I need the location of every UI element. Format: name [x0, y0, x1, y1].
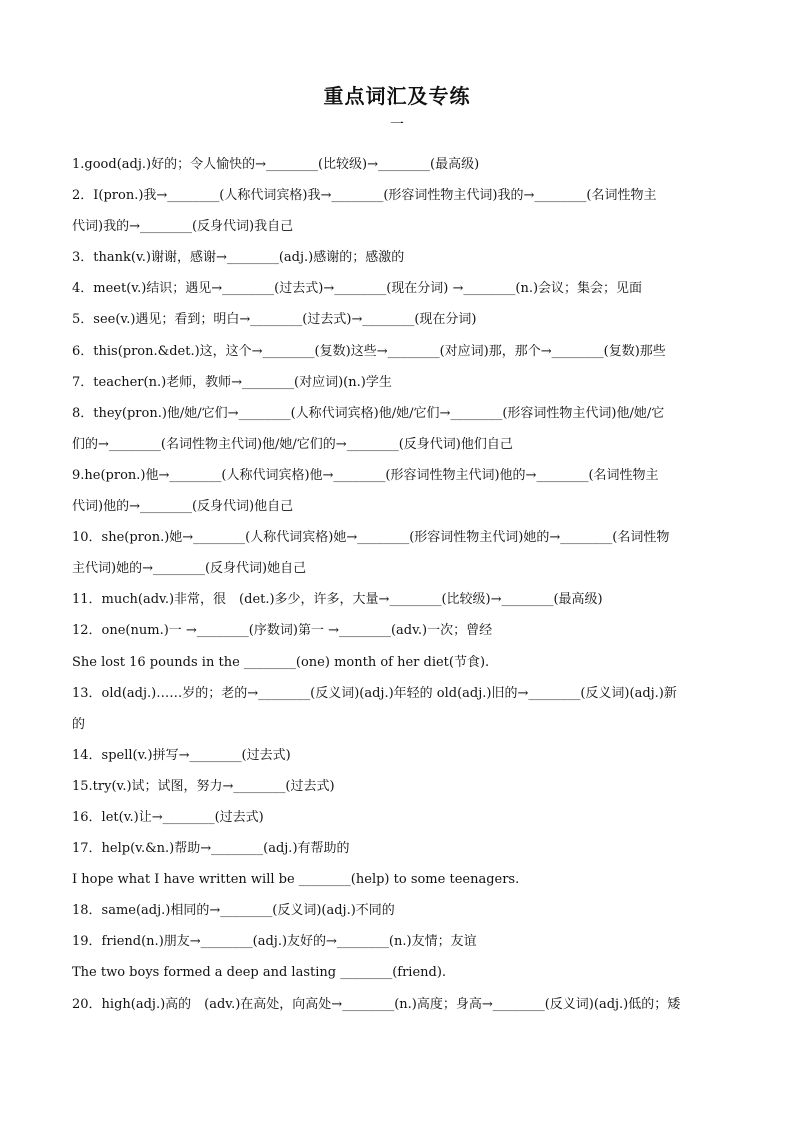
- line-text: 12．one(num.)一 →________(序数词)第一 →________(adv.)一次；曾经: [72, 623, 493, 639]
- text-line: [72, 647, 727, 678]
- vocabulary-list: [72, 149, 727, 1020]
- text-line: [72, 149, 727, 180]
- text-line: [72, 926, 727, 957]
- line-text: 20．high(adj.)高的 (adv.)在高处，向高处→________(n.)高度；身高→________(反义词)(adj.)低的；矮: [72, 996, 681, 1012]
- line-text: 代词)我的→________(反身代词)我自己: [72, 219, 294, 235]
- line-text: 11．much(adv.)非常，很 (det.)多少，许多，大量→________(比较级)→________(最高级): [72, 592, 603, 608]
- text-line: [72, 336, 727, 367]
- text-line: [72, 989, 727, 1020]
- line-text: The two boys formed a deep and lasting ________(friend).: [72, 965, 447, 981]
- line-text: 17．help(v.&n.)帮助→________(adj.)有帮助的: [72, 841, 350, 857]
- text-line: [72, 429, 727, 460]
- text-line: [72, 273, 727, 304]
- line-text: 18．same(adj.)相同的→________(反义词)(adj.)不同的: [72, 903, 395, 919]
- line-text: 14．spell(v.)拼写→________(过去式): [72, 747, 291, 763]
- text-line: [72, 211, 727, 242]
- text-line: [72, 584, 727, 615]
- text-line: [72, 304, 727, 335]
- line-text: 2．I(pron.)我→________(人称代词宾格)我→________(形容词性物主代词)我的→________(名词性物主: [72, 188, 657, 204]
- text-line: [72, 180, 727, 211]
- line-text: 们的→________(名词性物主代词)他/她/它们的→________(反身代词)他们自己: [72, 436, 513, 452]
- text-line: [72, 895, 727, 926]
- line-text: 5．see(v.)遇见；看到；明白→________(过去式)→________(现在分词): [72, 312, 477, 328]
- line-text: 7．teacher(n.)老师，教师→________(对应词)(n.)学生: [72, 374, 392, 390]
- text-line: [72, 553, 727, 584]
- line-text: 19．friend(n.)朋友→________(adj.)友好的→________(n.)友情；友谊: [72, 934, 477, 950]
- line-text: 10．she(pron.)她→________(人称代词宾格)她→________(形容词性物主代词)她的→________(名词性物: [72, 530, 670, 546]
- line-text: 15.try(v.)试；试图，努力→________(过去式): [72, 778, 335, 794]
- text-line: [72, 802, 727, 833]
- text-line: [72, 491, 727, 522]
- text-line: [72, 771, 727, 802]
- page-title: 重点词汇及专练: [323, 84, 471, 108]
- text-line: [72, 522, 727, 553]
- text-line: [72, 957, 727, 988]
- text-line: [72, 833, 727, 864]
- line-text: 3．thank(v.)谢谢，感谢→________(adj.)感谢的；感激的: [72, 250, 405, 266]
- text-line: [72, 398, 727, 429]
- text-line: [72, 615, 727, 646]
- text-line: [72, 242, 727, 273]
- line-text: 16．let(v.)让→________(过去式): [72, 809, 264, 825]
- line-text: 代词)他的→________(反身代词)他自己: [72, 499, 294, 515]
- line-text: 4．meet(v.)结识；遇见→________(过去式)→________(现在分词) →________(n.)会议；集会；见面: [72, 281, 643, 297]
- text-line: [72, 709, 727, 740]
- line-text: She lost 16 pounds in the ________(one) month of her diet(节食).: [72, 654, 490, 670]
- text-line: [72, 864, 727, 895]
- line-text: 1.good(adj.)好的；令人愉快的→________(比较级)→________(最高级): [72, 157, 480, 172]
- line-text: 的: [72, 716, 86, 732]
- page-subtitle: 一: [390, 117, 404, 133]
- text-line: [72, 367, 727, 398]
- text-line: [72, 740, 727, 771]
- line-text: I hope what I have written will be ________(help) to some teenagers.: [72, 872, 520, 888]
- text-line: [72, 460, 727, 491]
- line-text: 6．this(pron.&det.)这，这个→________(复数)这些→________(对应词)那，那个→________(复数)那些: [72, 343, 666, 359]
- text-line: [72, 678, 727, 709]
- line-text: 主代词)她的→________(反身代词)她自己: [72, 561, 307, 577]
- line-text: 9.he(pron.)他→________(人称代词宾格)他→________(形容词性物主代词)他的→________(名词性物主: [72, 467, 659, 483]
- line-text: 13．old(adj.)……岁的；老的→________(反义词)(adj.)年轻的 old(adj.)旧的→________(反义词)(adj.)新: [72, 685, 677, 701]
- line-text: 8．they(pron.)他/她/它们→________(人称代词宾格)他/她/它们→________(形容词性物主代词)他/她/它: [72, 405, 665, 421]
